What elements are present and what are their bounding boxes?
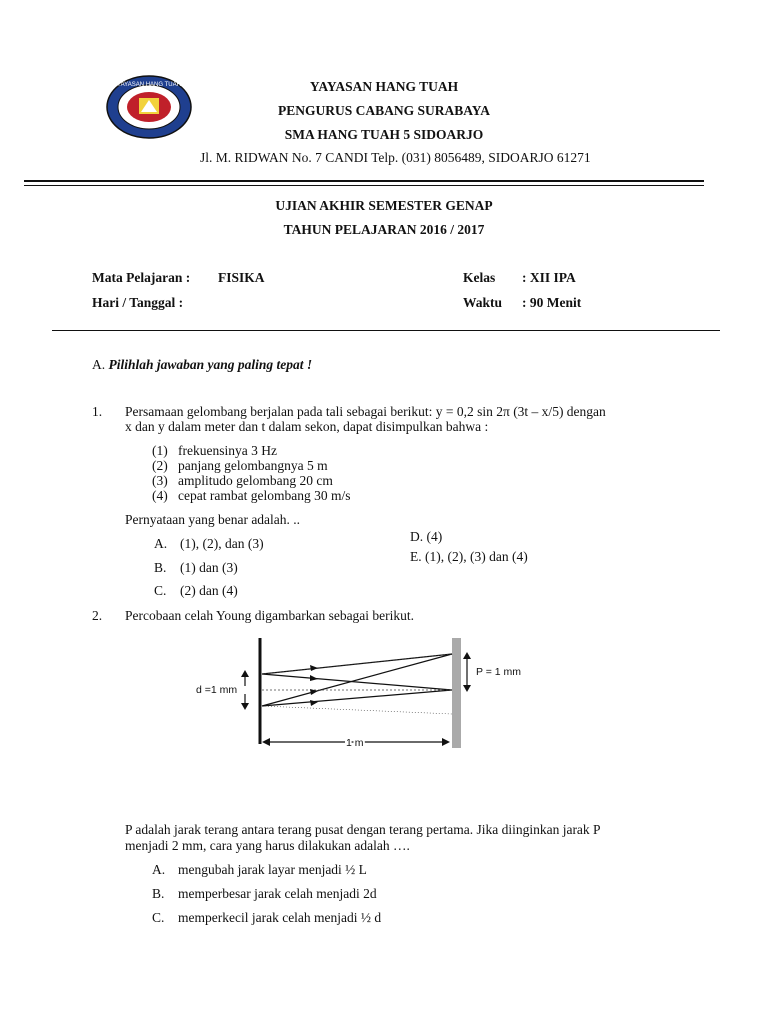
section-prefix: A. [92, 357, 106, 372]
d-label: d =1 mm [196, 684, 238, 696]
q2-option-c[interactable] [152, 910, 381, 926]
q1-statement [152, 488, 350, 504]
time-value: : 90 Menit [522, 295, 582, 310]
subject-value: FISIKA [218, 270, 265, 285]
l-label: 1 m [346, 737, 364, 749]
section-instruction [92, 357, 312, 373]
q2-text-line1: P adalah jarak terang antara terang pusat dengan terang pertama. Jika diinginkan jarak P [125, 822, 601, 837]
subject-label: Mata Pelajaran : [92, 270, 191, 285]
q1-option-e-clipped [410, 549, 528, 564]
option-text: (1) dan (3) [180, 560, 238, 575]
meta-rule [52, 330, 720, 331]
q1-statement-num: (2) [152, 458, 168, 473]
option-letter: B. [154, 560, 167, 575]
q2-text-line2: menjadi 2 mm, cara yang harus dilakukan adalah …. [125, 838, 410, 853]
header-school: SMA HANG TUAH 5 SIDOARJO [284, 127, 484, 142]
header-rule-top [24, 180, 704, 182]
option-text: mengubah jarak layar menjadi ½ L [178, 862, 367, 877]
option-text: (2) dan (4) [180, 583, 238, 598]
q1-statement-text: amplitudo gelombang 20 cm [178, 473, 333, 488]
class-value: : XII IPA [522, 270, 576, 285]
header-branch: PENGURUS CABANG SURABAYA [277, 103, 491, 118]
q1-option-b[interactable] [154, 560, 238, 576]
q1-prompt: Pernyataan yang benar adalah. .. [125, 512, 301, 527]
option-letter: B. [152, 886, 165, 901]
q1-option-e[interactable]: E. (1), (2), (3) dan (4) [410, 549, 528, 564]
q1-statement-text: cepat rambat gelombang 30 m/s [178, 488, 351, 503]
logo-lettering: YAYASAN HANG TUAH [117, 82, 181, 88]
q1-option-c[interactable] [154, 583, 238, 599]
q2-number: 2. [92, 608, 103, 623]
q1-statement-num: (3) [152, 473, 168, 488]
q1-statement-num: (1) [152, 443, 168, 458]
section-instruction-text: Pilihlah jawaban yang paling tepat ! [108, 357, 313, 372]
option-text: memperbesar jarak celah menjadi 2d [178, 886, 377, 901]
option-letter: C. [154, 583, 167, 598]
header-address: Jl. M. RIDWAN No. 7 CANDI Telp. (031) 8056489, SIDOARJO 61271 [200, 150, 591, 165]
exam-title: UJIAN AKHIR SEMESTER GENAP [275, 198, 493, 213]
q1-statement [152, 473, 333, 489]
q2-text: Percobaan celah Young digambarkan sebagai berikut. [125, 608, 415, 623]
q1-text-line1: Persamaan gelombang berjalan pada tali sebagai berikut: y = 0,2 sin 2π (3t – x/5) dengan [125, 404, 606, 419]
date-label: Hari / Tanggal : [92, 295, 184, 310]
option-text: memperkecil jarak celah menjadi ½ d [178, 910, 382, 925]
option-letter: A. [152, 862, 166, 877]
option-text: (1), (2), dan (3) [180, 536, 264, 551]
option-letter: A. [154, 536, 168, 551]
time-label: Waktu [463, 295, 503, 310]
q1-text-line2: x dan y dalam meter dan t dalam sekon, dapat disimpulkan bahwa : [125, 419, 489, 434]
q1-statement [152, 443, 277, 459]
q1-number: 1. [92, 404, 103, 419]
q1-option-d[interactable]: D. (4) [410, 529, 443, 544]
young-diagram [190, 630, 550, 755]
q1-statement-text: frekuensinya 3 Hz [178, 443, 277, 458]
q2-option-b[interactable] [152, 886, 377, 902]
q1-statement-num: (4) [152, 488, 168, 503]
option-letter: C. [152, 910, 165, 925]
q1-statement [152, 458, 328, 474]
header-foundation: YAYASAN HANG TUAH [309, 79, 459, 94]
header-rule-bottom [24, 185, 704, 186]
class-label: Kelas [463, 270, 496, 285]
q1-statement-text: panjang gelombangnya 5 m [178, 458, 328, 473]
p-label: P = 1 mm [476, 666, 522, 678]
q2-option-a[interactable] [152, 862, 367, 878]
exam-year: TAHUN PELAJARAN 2016 / 2017 [283, 222, 485, 237]
q1-option-a[interactable] [154, 536, 264, 552]
